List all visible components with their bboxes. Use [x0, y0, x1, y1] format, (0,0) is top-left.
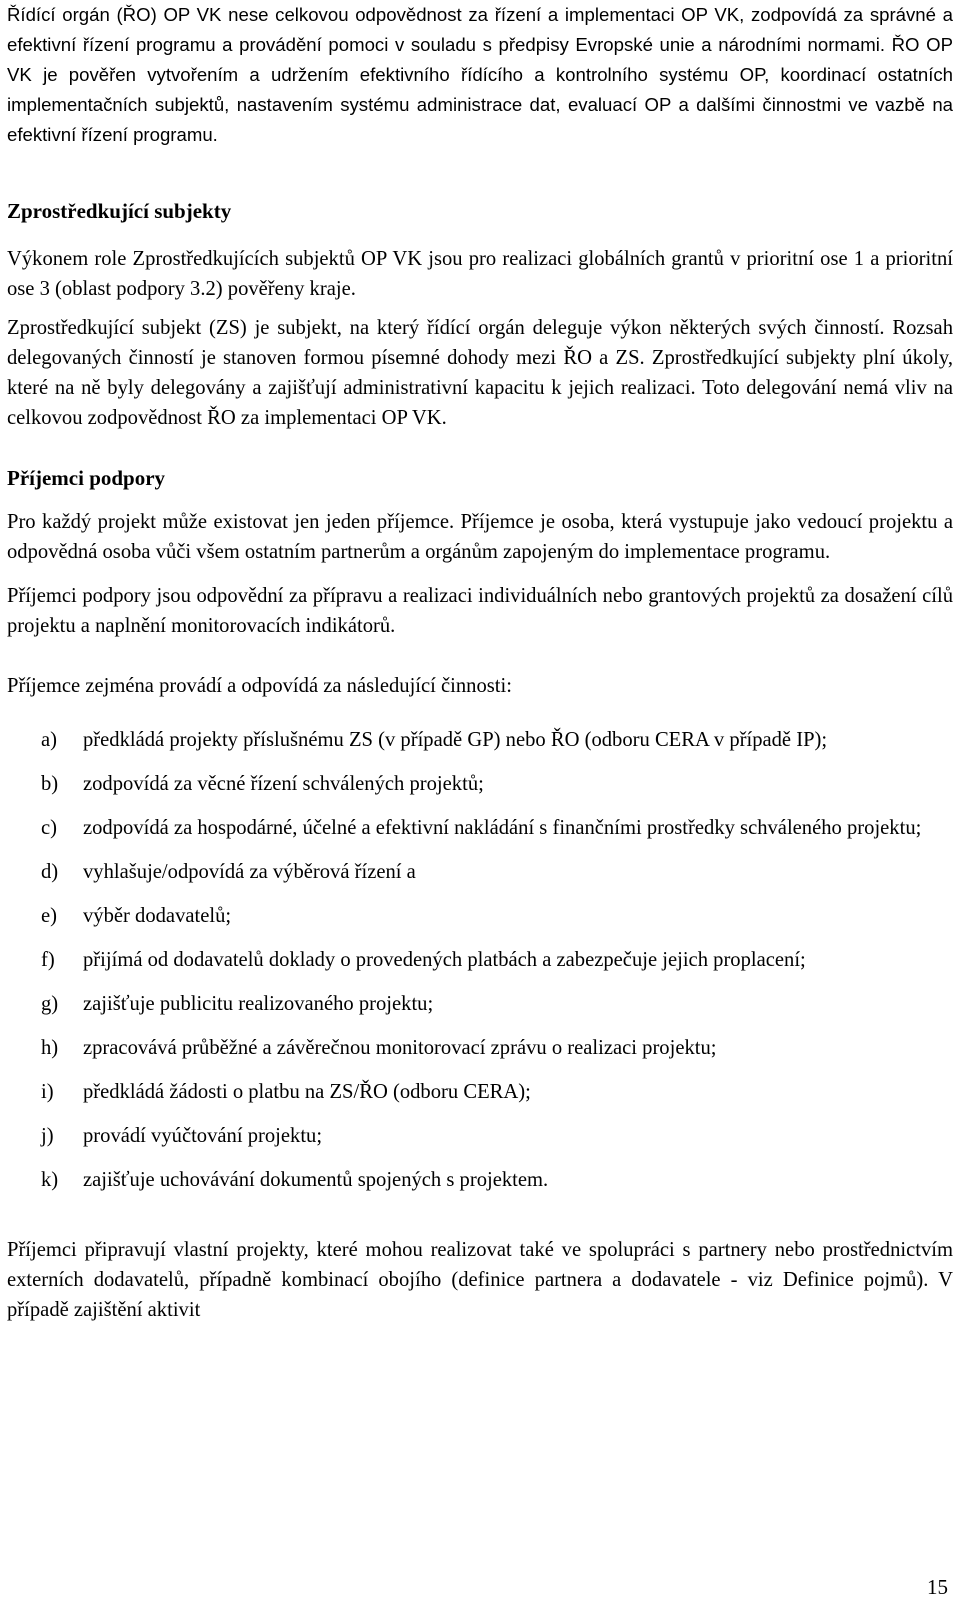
list-item: [7, 1033, 953, 1063]
final-paragraph: Příjemci připravují vlastní projekty, které mohou realizovat také ve spolupráci s partnery nebo prostřednictvím externích dodavatelů, případně kombinací obojího (definice partnera a dodavatele - viz Definice pojmů). V případě zajištění aktivit: [7, 1239, 953, 1321]
heading-zprostredkujici-subjekty: Zprostředkující subjekty: [7, 199, 232, 223]
list-item-text: zajišťuje uchovávání dokumentů spojených s projektem.: [83, 1169, 549, 1191]
pp-paragraph-3: Příjemce zejména provádí a odpovídá za následující činnosti:: [7, 675, 512, 697]
zs-paragraph-1: Výkonem role Zprostředkujících subjektů OP VK jsou pro realizaci globálních grantů v prioritní ose 1 a prioritní ose 3 (oblast podpory 3.2) pověřeny kraje.: [7, 248, 953, 300]
list-item-text: zodpovídá za hospodárné, účelné a efektivní nakládání s finančními prostředky schváleného projektu;: [83, 817, 922, 839]
list-item-text: provádí vyúčtování projektu;: [83, 1125, 323, 1147]
list-item: [7, 769, 953, 799]
list-marker: e): [41, 905, 57, 927]
list-item: [7, 857, 953, 887]
list-item-text: předkládá projekty příslušnému ZS (v případě GP) nebo ŘO (odboru CERA v případě IP);: [83, 729, 828, 751]
list-item: [7, 1121, 953, 1151]
document-page: [7, 0, 953, 1325]
list-marker: g): [41, 993, 59, 1015]
page-number: 15: [927, 1575, 948, 1599]
list-marker: b): [41, 773, 59, 795]
list-item: [7, 813, 953, 843]
list-item-text: zodpovídá za věcné řízení schválených projektů;: [83, 773, 484, 795]
list-item: [7, 1077, 953, 1107]
list-item-text: vyhlašuje/odpovídá za výběrová řízení a: [83, 861, 416, 883]
list-marker: k): [41, 1169, 59, 1191]
list-item-text: předkládá žádosti o platbu na ZS/ŘO (odboru CERA);: [83, 1081, 531, 1103]
list-marker: c): [41, 817, 57, 839]
intro-paragraph: Řídící orgán (ŘO) OP VK nese celkovou odpovědnost za řízení a implementaci OP VK, zodpovídá za správné a efektivní řízení programu a provádění pomoci v souladu s předpisy Evropské unie a národními normami. ŘO OP VK je pověřen vytvořením a udržením efektivního řídícího a kontrolního systému OP, koordinací ostatních implementačních subjektů, nastavením systému administrace dat, evaluací OP a dalšími činnostmi ve vazbě na efektivní řízení programu.: [7, 4, 953, 145]
list-marker: d): [41, 861, 59, 883]
pp-paragraph-2: Příjemci podpory jsou odpovědní za přípravu a realizaci individuálních nebo grantových projektů za dosažení cílů projektu a naplnění monitorovacích indikátorů.: [7, 585, 953, 637]
list-marker: f): [41, 949, 55, 971]
list-item-text: výběr dodavatelů;: [83, 905, 232, 927]
list-item: [7, 945, 953, 975]
list-item: [7, 989, 953, 1019]
list-item-text: zajišťuje publicitu realizovaného projektu;: [83, 993, 434, 1015]
list-item-text: zpracovává průběžné a závěrečnou monitorovací zprávu o realizaci projektu;: [83, 1037, 717, 1059]
pp-paragraph-1: Pro každý projekt může existovat jen jeden příjemce. Příjemce je osoba, která vystupuje jako vedoucí projektu a odpovědná osoba vůči všem ostatním partnerům a orgánům zapojeným do implementace programu.: [7, 511, 953, 563]
list-item: [7, 725, 953, 755]
list-item: [7, 1165, 953, 1195]
heading-prijemci-podpory: Příjemci podpory: [7, 466, 166, 490]
list-item: [7, 901, 953, 931]
list-item-text: přijímá od dodavatelů doklady o provedených platbách a zabezpečuje jejich proplacení;: [83, 949, 806, 971]
list-marker: a): [41, 729, 57, 751]
list-marker: h): [41, 1037, 59, 1059]
list-marker: j): [41, 1125, 54, 1147]
zs-paragraph-2: Zprostředkující subjekt (ZS) je subjekt, na který řídící orgán deleguje výkon některých svých činností. Rozsah delegovaných činností je stanoven formou písemné dohody mezi ŘO a ZS. Zprostředkující subjekty plní úkoly, které na ně byly delegovány a zajišťují administrativní kapacitu k jejich realizaci. Toto delegování nemá vliv na celkovou zodpovědnost ŘO za implementaci OP VK.: [7, 317, 953, 429]
activities-list: [7, 725, 953, 1195]
list-marker: i): [41, 1081, 54, 1103]
